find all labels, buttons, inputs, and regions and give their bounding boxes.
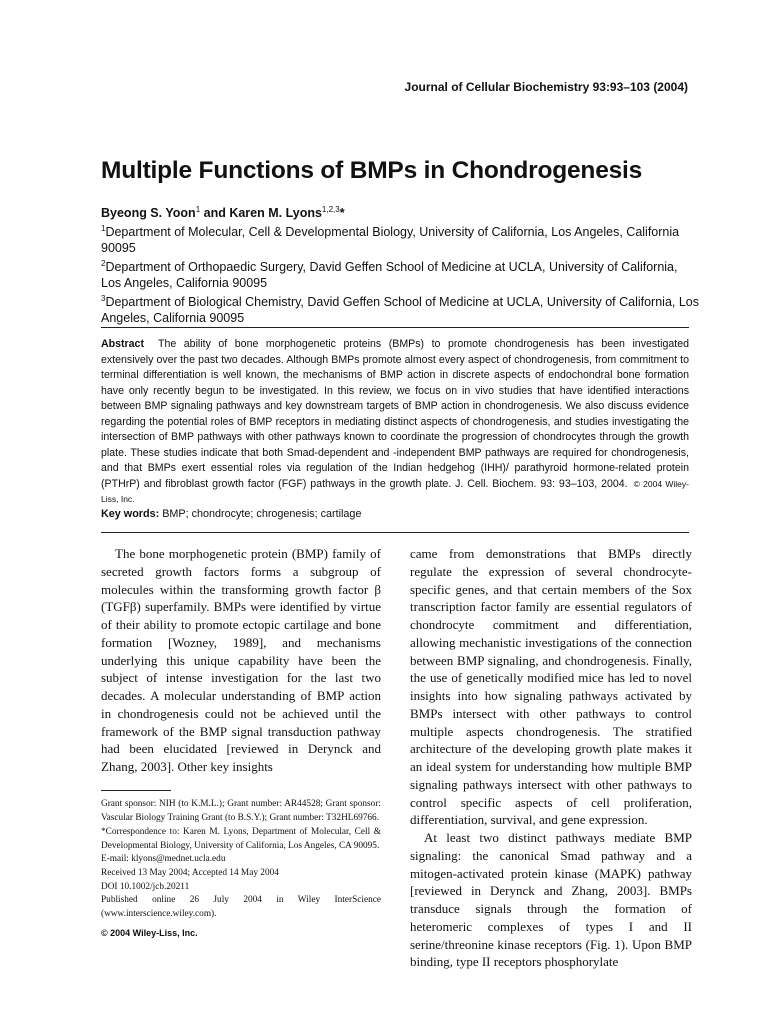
body-top-rule [101, 532, 689, 533]
author-2-affil-mark: 1,2,3 [321, 205, 340, 214]
abstract-copyright: © 2004 Wiley-Liss, Inc. [101, 478, 689, 504]
journal-citation: Journal of Cellular Biochemistry 93:93–103 (2004) [404, 80, 688, 94]
body-right-column [410, 545, 692, 971]
affiliation-2-mark: 2 [101, 259, 106, 269]
footnotes [101, 798, 381, 941]
affiliations [101, 221, 701, 327]
body-paragraph: came from demonstrations that BMPs directly regulate the expression of several chondrocyte-specific genes, and that certain members of the Sox transcription factor family are essential regulators of chondrocyte commitment and differentiation, allowing mechanistic investigations of the connection between BMP signaling, and chondrogenesis. Finally, the use of genetically modified mice has led to novel insights into how signaling pathways activated by BMPs intersect with other pathways to control multiple aspects chondrogenesis. The stratified architecture of the developing growth plate makes it an ideal system for understanding how multiple BMP signaling pathways intersect with other pathways to control specific aspects of cell proliferation, differentiation, survival, and gene expression. [410, 546, 692, 828]
body-left-column [101, 545, 381, 776]
affiliation-3 [101, 291, 701, 326]
keywords-text: BMP; chondrocyte; chrogenesis; cartilage [162, 508, 362, 520]
author-conjunction: and [200, 206, 230, 220]
author-1-affil-mark: 1 [195, 205, 201, 214]
abstract-top-rule [101, 327, 689, 328]
received-footnote: Received 13 May 2004; Accepted 14 May 2004 [101, 867, 279, 878]
abstract-label: Abstract [101, 338, 144, 350]
affiliation-2-text: Department of Orthopaedic Surgery, David Geffen School of Medicine at UCLA, University of California, Los Angeles, California 90095 [101, 260, 678, 290]
body-paragraph: The bone morphogenetic protein (BMP) family of secreted growth factors forms a subgroup of molecules within the transforming growth factor β (TGFβ) superfamily. BMPs were identified by virtue of their ability to promote ectopic cartilage and bone formation [Wozney, 1989], and mechanisms underlying this unique capability have been the subject of intense investigation for the last two decades. A molecular understanding of BMP action in chondrogenesis could not be achieved until the framework of the BMP signal transduction pathway had been elucidated [reviewed in Derynck and Zhang, 2003]. Other key insights [101, 546, 381, 774]
abstract [101, 337, 689, 508]
author-line [101, 205, 345, 220]
author-1-name: Byeong S. Yoon [101, 206, 196, 220]
article-title: Multiple Functions of BMPs in Chondrogenesis [101, 157, 643, 184]
published-footnote: Published online 26 July 2004 in Wiley InterScience (www.interscience.wiley.com). [101, 895, 381, 919]
grant-footnote: Grant sponsor: NIH (to K.M.L.); Grant number: AR44528; Grant sponsor: Vascular Biology Training Grant (to B.S.Y.); Grant number: T32HL69766. [101, 799, 381, 823]
email-footnote: E-mail: klyons@mednet.ucla.edu [101, 854, 226, 865]
affiliation-1-mark: 1 [101, 224, 106, 233]
affiliation-1-text: Department of Molecular, Cell & Developmental Biology, University of California, Los Angeles, California 90095 [101, 225, 680, 255]
affiliation-2 [101, 256, 701, 291]
affiliation-3-text: Department of Biological Chemistry, David Geffen School of Medicine at UCLA, University of California, Los Angeles, California 90095 [101, 295, 700, 325]
corresponding-mark: * [339, 206, 345, 220]
keywords-label: Key words: [101, 508, 160, 520]
keywords [101, 508, 361, 520]
author-2-name: Karen M. Lyons [229, 206, 322, 220]
abstract-text: The ability of bone morphogenetic proteins (BMPs) to promote chondrogenesis has been investigated extensively over the past two decades. Although BMPs promote almost every aspect of chondrogenesis, from commitment to terminal differentiation is well known, the mechanisms of BMP action in discrete aspects of endochondral bone formation have only recently begun to be investigated. In this review, we focus on in vivo studies that have identified interactions between BMP signaling pathways and key downstream targets of BMP action in chondrogenesis. We also discuss evidence regarding the potential roles of BMP receptors in mediating distinct aspects of chondrogenesis, and studies investigating the intersection of BMP pathways with other pathways known to coordinate the progression of chondrocytes through the growth plate. These studies indicate that both Smad-dependent and -independent BMP pathways are required for chondrogenesis, and that BMPs exert essential roles via regulation of the Indian hedgehog (IHH)/ parathyroid hormone-related protein (PTHrP) and fibroblast growth factor (FGF) pathways in the growth plate. J. Cell. Biochem. 93: 93–103, 2004. [101, 338, 689, 490]
doi-footnote: DOI 10.1002/jcb.20211 [101, 881, 190, 892]
body-paragraph: At least two distinct pathways mediate BMP signaling: the canonical Smad pathway and a mitogen-activated protein kinase (MAPK) pathway [reviewed in Derynck and Zhang, 2003]. BMPs transduce signals through the formation of heteromeric complexes of types I and II serine/threonine kinase receptors (Fig. 1). Upon BMP binding, type II receptors phosphorylate [410, 830, 692, 970]
footnote-rule [101, 790, 171, 791]
affiliation-1 [101, 221, 701, 256]
affiliation-3-mark: 3 [101, 294, 106, 304]
publisher-copyright: © 2004 Wiley-Liss, Inc. [101, 928, 198, 939]
correspondence-footnote: *Correspondence to: Karen M. Lyons, Department of Molecular, Cell & Developmental Biology, University of California, Los Angeles, CA 90095. [101, 827, 381, 851]
